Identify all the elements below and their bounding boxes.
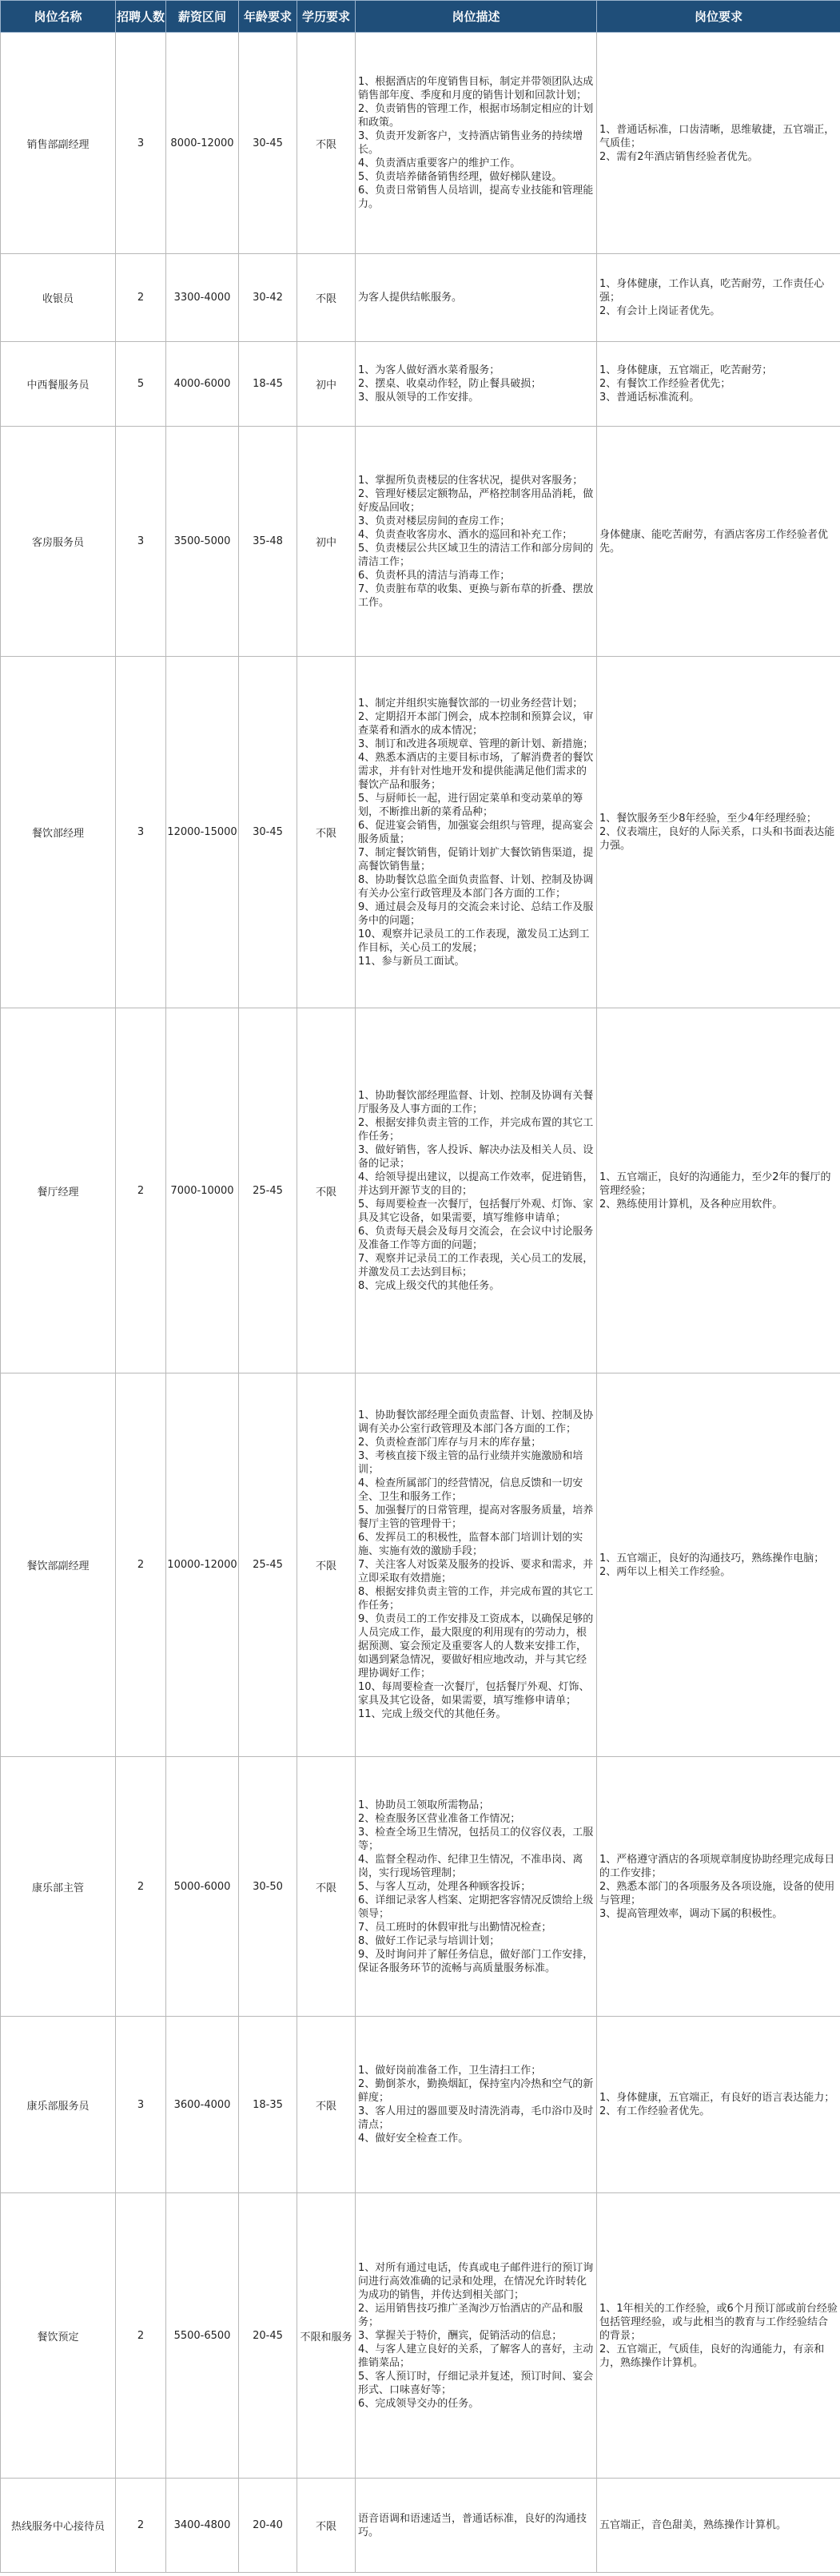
description-cell: [356, 33, 597, 254]
description-line: 4、与客人建立良好的关系，了解客人的喜好，主动推销菜品；: [358, 2343, 594, 2369]
description-line: 11、参与新员工面试。: [358, 955, 465, 968]
description-line: 1、为客人做好酒水菜肴服务；: [358, 364, 500, 376]
table-row: [1, 1008, 840, 1373]
description-line: 2、根据安排负责主管的工作，并完成布置的其它工作任务；: [358, 1116, 594, 1143]
description-line: 2、摆桌、收桌动作轻，防止餐具破损；: [358, 378, 542, 390]
job-title-cell: 餐饮部副经理: [1, 1373, 116, 1757]
headcount-cell: 2: [116, 1757, 166, 2017]
table-body: [1, 33, 840, 2573]
requirement-line: 2、五官端正，气质佳，良好的沟通能力，有亲和力，熟练操作计算机。: [599, 2343, 825, 2369]
requirement-line: 2、有餐饮工作经验者优先；: [599, 378, 731, 390]
requirement-line: 1、1年相关的工作经验，或6个月预订部或前台经验包括管理经验，或与此相当的教育与工作经验结合的背景；: [599, 2302, 838, 2342]
description-line: 5、加强餐厅的日常管理，提高对客服务质量，培养餐厅主管的管理骨干；: [358, 1505, 594, 1530]
description-cell: [356, 2193, 597, 2479]
requirement-line: 身体健康、能吃苦耐劳，有酒店客房工作经验者优先。: [599, 528, 829, 555]
description-line: 5、与客人互动，处理各种顾客投诉；: [358, 1880, 531, 1893]
headcount-cell: 3: [116, 657, 166, 1008]
description-cell: [356, 1008, 597, 1373]
age-cell: 20-40: [239, 2479, 297, 2573]
description-line: 8、做好工作记录与培训计划；: [358, 1934, 500, 1947]
age-cell: 30-45: [239, 657, 297, 1008]
requirements-cell: [597, 1373, 840, 1757]
job-title-cell: 收银员: [1, 254, 116, 342]
age-cell: 20-45: [239, 2193, 297, 2479]
job-title-cell: 中西餐服务员: [1, 342, 116, 427]
description-line: 5、与厨师长一起，进行固定菜单和变动菜单的筹划，不断推出新的菜肴品种；: [358, 792, 583, 818]
job-title-cell: 餐厅经理: [1, 1008, 116, 1373]
requirements-cell: [597, 2479, 840, 2573]
headcount-cell: 3: [116, 427, 166, 657]
description-line: 7、观察并记录员工的工作表现，关心员工的发展，并激发员工去达到目标；: [358, 1252, 594, 1278]
description-line: 3、考核直接下级主管的品行业绩并实施激励和培训；: [358, 1450, 583, 1476]
description-line: 8、协助餐饮总监全面负责监督、计划、控制及协调有关办公室行政管理及本部门各方面的工作；: [358, 873, 594, 900]
requirements-cell: [597, 657, 840, 1008]
description-cell: [356, 657, 597, 1008]
age-cell: 18-45: [239, 342, 297, 427]
description-line: 3、掌握关于特价，酬宾，促销活动的信息；: [358, 2329, 563, 2342]
requirement-line: 2、需有2年酒店销售经验者优先。: [599, 150, 758, 163]
description-line: 6、负责每天晨会及每月交流会，在会议中讨论服务及准备工作等方面的问题；: [358, 1225, 594, 1251]
headcount-cell: 2: [116, 1373, 166, 1757]
requirement-line: 五官端正，音色甜美，熟练操作计算机。: [599, 2519, 787, 2531]
description-cell: [356, 427, 597, 657]
requirement-line: 1、身体健康，五官端正，吃苦耐劳；: [599, 364, 773, 376]
age-cell: 30-42: [239, 254, 297, 342]
description-line: 10、每周要检查一次餐厅，包括餐厅外观、灯饰、家具及其它设备，如果需要，填写维修申请单；: [358, 1681, 590, 1707]
description-line: 4、监督全程动作、纪律卫生情况，不准串岗、离岗，实行现场管理制；: [358, 1853, 583, 1879]
description-line: 11、完成上级交代的其他任务。: [358, 1708, 507, 1720]
header-description: 岗位描述: [356, 1, 597, 33]
description-line: 7、制定餐饮销售，促销计划扩大餐饮销售渠道，提高餐饮销售量；: [358, 846, 594, 873]
description-line: 3、做好销售，客人投诉、解决办法及相关人员、设备的记录；: [358, 1143, 594, 1170]
job-title-cell: 康乐部主管: [1, 1757, 116, 2017]
education-cell: 不限: [297, 2479, 356, 2573]
table-row: [1, 2017, 840, 2193]
description-line: 3、负责对楼层房间的查房工作；: [358, 515, 511, 527]
requirement-line: 2、有会计上岗证者优先。: [599, 305, 721, 317]
education-cell: 初中: [297, 427, 356, 657]
headcount-cell: 3: [116, 2017, 166, 2193]
description-line: 4、检查所属部门的经营情况，信息反馈和一切安全、卫生和服务工作；: [358, 1477, 583, 1503]
description-line: 7、关注客人对饭菜及服务的投诉、要求和需求，并立即采取有效措施；: [358, 1559, 594, 1584]
requirements-cell: [597, 1008, 840, 1373]
headcount-cell: 2: [116, 1008, 166, 1373]
salary-cell: 12000-15000: [166, 657, 239, 1008]
education-cell: 不限: [297, 254, 356, 342]
description-line: 2、管理好楼层定额物品，严格控制客用品消耗，做好废品回收；: [358, 487, 594, 514]
description-line: 5、负责楼层公共区域卫生的清洁工作和部分房间的清洁工作；: [358, 542, 594, 568]
description-line: 1、对所有通过电话，传真或电子邮件进行的预订询问进行高效准确的记录和处理，在情况允许时转化为成功的销售，并传达到相关部门；: [358, 2261, 594, 2301]
description-line: 6、详细记录客人档案、定期把客容情况反馈给上级领导；: [358, 1894, 594, 1920]
description-line: 5、客人预订时，仔细记录并复述，预订时间、宴会形式、口味喜好等；: [358, 2370, 594, 2396]
description-line: 3、服从领导的工作安排。: [358, 392, 480, 403]
requirement-line: 2、有工作经验者优先。: [599, 2105, 711, 2117]
header-age: 年龄要求: [239, 1, 297, 33]
table-row: [1, 342, 840, 427]
age-cell: 25-45: [239, 1008, 297, 1373]
headcount-cell: 2: [116, 2479, 166, 2573]
salary-cell: 3400-4800: [166, 2479, 239, 2573]
description-line: 9、负责员工的工作安排及工资成本，以确保足够的人员完成工作，最大限度的利用现有的劳动力，根据预测、宴会预定及重要客人的人数来安排工作，如遇到紧急情况，要做好相应地改动，并与其它经理协调好工作；: [358, 1613, 594, 1680]
description-cell: [356, 1373, 597, 1757]
age-cell: 18-35: [239, 2017, 297, 2193]
education-cell: 不限: [297, 2017, 356, 2193]
description-line: 7、负责脏布草的收集、更换与新布草的折叠、摆放工作。: [358, 582, 594, 609]
table-row: [1, 33, 840, 254]
description-line: 9、及时询问并了解任务信息，做好部门工作安排，保证各服务环节的流畅与高质量服务标准。: [358, 1948, 594, 1974]
description-line: 3、负责开发新客户，支持酒店销售业务的持续增长。: [358, 130, 583, 156]
age-cell: 30-50: [239, 1757, 297, 2017]
header-education: 学历要求: [297, 1, 356, 33]
requirements-cell: [597, 2017, 840, 2193]
requirements-cell: [597, 427, 840, 657]
job-title-cell: 康乐部服务员: [1, 2017, 116, 2193]
description-line: 8、完成上级交代的其他任务。: [358, 1279, 500, 1292]
description-cell: [356, 2017, 597, 2193]
requirement-line: 1、身体健康，工作认真，吃苦耐劳，工作责任心强；: [599, 278, 825, 304]
description-line: 9、通过晨会及每月的交流会来讨论、总结工作及服务中的问题；: [358, 900, 594, 927]
description-line: 语音语调和语速适当，普通话标准，良好的沟通技巧。: [358, 2512, 587, 2538]
table-row: [1, 254, 840, 342]
description-line: 4、熟悉本酒店的主要目标市场，了解消费者的餐饮需求，并有针对性地开发和提供能满足他们需求的餐饮产品和服务；: [358, 751, 594, 791]
description-line: 2、勤倒茶水，勤换烟缸，保持室内冷热和空气的新鲜度；: [358, 2078, 594, 2104]
requirement-line: 2、熟练使用计算机，及各种应用软件。: [599, 1198, 783, 1210]
requirement-line: 1、五官端正，良好的沟通技巧，熟练操作电脑；: [599, 1552, 825, 1564]
table-row: [1, 2193, 840, 2479]
description-line: 1、制定并组织实施餐饮部的一切业务经营计划；: [358, 697, 583, 710]
education-cell: 不限和服务: [297, 2193, 356, 2479]
header-count: 招聘人数: [116, 1, 166, 33]
description-line: 4、给领导提出建议，以提高工作效率，促进销售，并达到开源节支的目的；: [358, 1171, 594, 1197]
table-header-row: [1, 1, 840, 33]
table-row: [1, 657, 840, 1008]
requirement-line: 3、提高管理效率，调动下属的积极性。: [599, 1907, 783, 1920]
header-salary: 薪资区间: [166, 1, 239, 33]
description-line: 6、负责杯具的清洁与消毒工作；: [358, 569, 511, 582]
header-title: 岗位名称: [1, 1, 116, 33]
requirement-line: 2、仪表端庄，良好的人际关系，口头和书面表达能力强。: [599, 826, 835, 852]
description-line: 1、协助员工领取所需物品；: [358, 1799, 490, 1811]
education-cell: 不限: [297, 1008, 356, 1373]
headcount-cell: 2: [116, 2193, 166, 2479]
salary-cell: 8000-12000: [166, 33, 239, 254]
job-title-cell: 销售部副经理: [1, 33, 116, 254]
salary-cell: 4000-6000: [166, 342, 239, 427]
job-title-cell: 餐饮部经理: [1, 657, 116, 1008]
description-line: 2、负责检查部门库存与月末的库存量；: [358, 1437, 542, 1449]
description-line: 1、掌握所负责楼层的住客状况，提供对客服务；: [358, 474, 583, 487]
table-row: [1, 427, 840, 657]
description-line: 5、负责培养储备销售经理，做好梯队建设。: [358, 171, 563, 183]
description-line: 1、根据酒店的年度销售目标，制定并带领团队达成销售部年度、季度和月度的销售计划和回款计划；: [358, 76, 594, 101]
description-line: 6、负责日常销售人员培训，提高专业技能和管理能力。: [358, 185, 594, 210]
requirements-cell: [597, 342, 840, 427]
description-line: 6、发挥员工的积极性，监督本部门培训计划的实施、实施有效的激励手段；: [358, 1532, 583, 1557]
requirements-cell: [597, 254, 840, 342]
salary-cell: 10000-12000: [166, 1373, 239, 1757]
headcount-cell: 2: [116, 254, 166, 342]
description-line: 4、负责查收客房水、酒水的巡回和补充工作；: [358, 528, 573, 541]
headcount-cell: 3: [116, 33, 166, 254]
age-cell: 30-45: [239, 33, 297, 254]
description-line: 3、客人用过的器皿要及时清洗消毒，毛巾浴巾及时清点；: [358, 2105, 594, 2131]
description-line: 6、促进宴会销售，加强宴会组织与管理，提高宴会服务质量；: [358, 819, 594, 845]
description-line: 7、员工班时的休假审批与出勤情况检查；: [358, 1921, 552, 1934]
education-cell: 不限: [297, 1373, 356, 1757]
description-cell: [356, 2479, 597, 2573]
description-line: 1、做好岗前准备工作，卫生清扫工作；: [358, 2065, 542, 2077]
age-cell: 25-45: [239, 1373, 297, 1757]
salary-cell: 5000-6000: [166, 1757, 239, 2017]
education-cell: 初中: [297, 342, 356, 427]
age-cell: 35-48: [239, 427, 297, 657]
description-line: 4、负责酒店重要客户的维护工作。: [358, 157, 521, 169]
requirement-line: 1、餐饮服务至少8年经验，至少4年经理经验；: [599, 813, 817, 825]
description-line: 6、完成领导交办的任务。: [358, 2397, 480, 2410]
requirement-line: 1、严格遵守酒店的各项规章制度协助经理完成每日的工作安排；: [599, 1853, 835, 1879]
job-title-cell: 餐饮预定: [1, 2193, 116, 2479]
salary-cell: 3300-4000: [166, 254, 239, 342]
description-line: 2、运用销售技巧推广圣淘沙万怡酒店的产品和服务；: [358, 2302, 583, 2328]
salary-cell: 5500-6500: [166, 2193, 239, 2479]
requirement-line: 2、熟悉本部门的各项服务及各项设施，设备的使用与管理；: [599, 1880, 835, 1906]
header-requirements: 岗位要求: [597, 1, 840, 33]
salary-cell: 3500-5000: [166, 427, 239, 657]
education-cell: 不限: [297, 1757, 356, 2017]
description-line: 10、观察并记录员工的工作表现，激发员工达到工作目标，关心员工的发展；: [358, 928, 590, 954]
job-title-cell: 热线服务中心接待员: [1, 2479, 116, 2573]
salary-cell: 7000-10000: [166, 1008, 239, 1373]
table-row: [1, 1373, 840, 1757]
description-line: 5、每周要检查一次餐厅，包括餐厅外观、灯饰、家具及其它设备，如果需要，填写维修申请单；: [358, 1198, 594, 1224]
education-cell: 不限: [297, 33, 356, 254]
description-line: 2、负责销售的管理工作，根据市场制定相应的计划和政策。: [358, 103, 594, 129]
description-line: 2、检查服务区营业准备工作情况；: [358, 1812, 521, 1825]
job-title-cell: 客房服务员: [1, 427, 116, 657]
requirements-cell: [597, 33, 840, 254]
description-line: 为客人提供结帐服务。: [358, 292, 463, 304]
description-line: 1、协助餐饮部经理全面负责监督、计划、控制及协调有关办公室行政管理及本部门各方面的工作；: [358, 1409, 594, 1435]
description-line: 3、制订和改进各项规章、管理的新计划、新措施；: [358, 737, 594, 750]
requirement-line: 1、普通话标准，口齿清晰，思维敏捷，五官端正，气质佳；: [599, 123, 835, 149]
description-line: 8、根据安排负责主管的工作，并完成布置的其它工作任务；: [358, 1586, 594, 1612]
description-line: 1、协助餐饮部经理监督、计划、控制及协调有关餐厅服务及人事方面的工作；: [358, 1089, 594, 1115]
description-cell: [356, 1757, 597, 2017]
requirement-line: 3、普通话标准流利。: [599, 392, 700, 403]
requirement-line: 1、五官端正，良好的沟通能力，至少2年的餐厅的管理经验；: [599, 1171, 831, 1197]
education-cell: 不限: [297, 657, 356, 1008]
description-cell: [356, 254, 597, 342]
table-row: [1, 2479, 840, 2573]
description-line: 4、做好安全检查工作。: [358, 2133, 469, 2145]
description-line: 2、定期招开本部门例会，成本控制和预算会议，审查菜肴和酒水的成本情况；: [358, 710, 594, 737]
headcount-cell: 5: [116, 342, 166, 427]
description-cell: [356, 342, 597, 427]
requirements-cell: [597, 1757, 840, 2017]
description-line: 3、检查全场卫生情况，包括员工的仪容仪表，工服等；: [358, 1826, 594, 1852]
table-row: [1, 1757, 840, 2017]
requirement-line: 2、两年以上相关工作经验。: [599, 1565, 731, 1578]
requirement-line: 1、身体健康，五官端正，有良好的语言表达能力；: [599, 2092, 835, 2104]
requirements-cell: [597, 2193, 840, 2479]
salary-cell: 3600-4000: [166, 2017, 239, 2193]
